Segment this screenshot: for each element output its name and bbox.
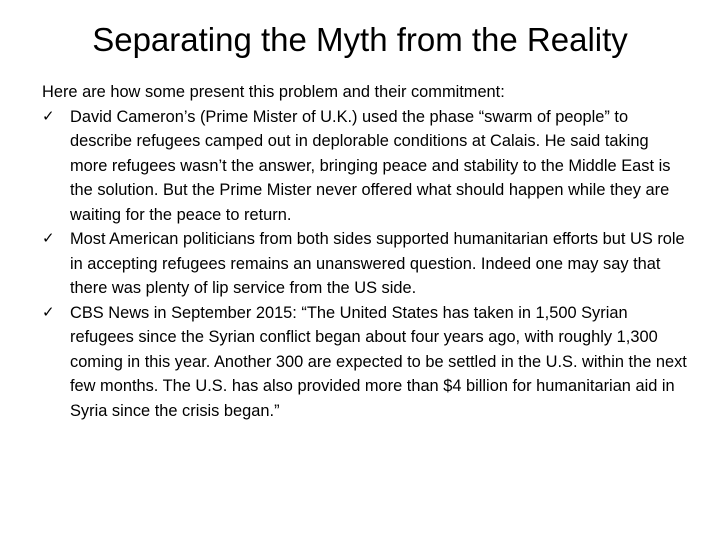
slide-title: Separating the Myth from the Reality [92, 21, 628, 58]
bullet-item-cbs-news [42, 301, 688, 424]
bullet-list [42, 105, 688, 424]
bullet-text: David Cameron’s (Prime Mister of U.K.) used the phase “swarm of people” to describe refugees camped out in deplorable conditions at Calais. He said taking more refugees wasn’t the answer, bringing peace and stability to the Middle East is the solution. But the Prime Mister never offered what should happen while they are waiting for the peace to return. [70, 107, 671, 224]
checkmark-icon: ✓ [42, 230, 55, 247]
bullet-text: Most American politicians from both sides supported humanitarian efforts but US role in accepting refugees remains an unanswered question. Indeed one may say that there was plenty of lip service from the US side. [70, 230, 685, 297]
bullet-text: CBS News in September 2015: “The United States has taken in 1,500 Syrian refugees since the Syrian conflict began about four years ago, with roughly 1,300 coming in this year. Another 300 are expected to be settled in the U.S. within the next few months. The U.S. has also provided more than $4 billion for humanitarian aid in Syria since the crisis began.” [70, 303, 687, 420]
checkmark-icon: ✓ [42, 303, 55, 321]
bullet-item-american-politicians [42, 227, 688, 301]
bullet-item-cameron [42, 105, 688, 228]
intro-text: Here are how some present this problem and their commitment: [42, 83, 505, 101]
checkmark-icon: ✓ [42, 107, 55, 125]
slide-body [42, 80, 688, 423]
